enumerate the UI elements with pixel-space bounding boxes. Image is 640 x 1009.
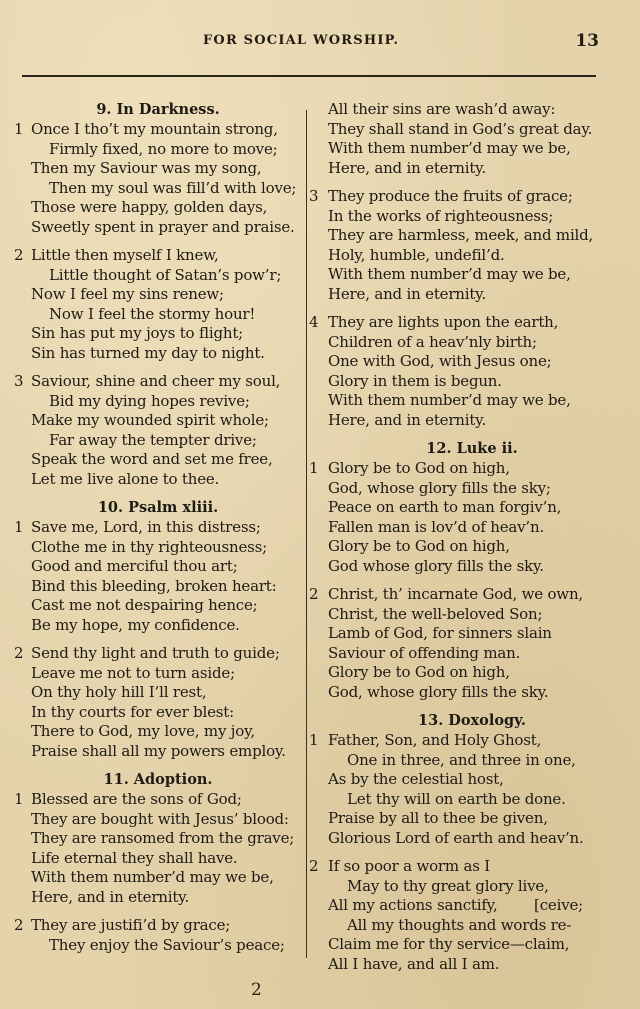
page-number: 13 <box>575 31 599 51</box>
stanza <box>10 916 306 955</box>
verse-number: 4 <box>309 313 319 331</box>
verse-line: With them number’d may we be, <box>31 868 274 886</box>
hymn-title: 13. Doxology. <box>418 712 526 729</box>
stanza <box>10 644 306 761</box>
stanza <box>10 246 306 363</box>
verse-number: 2 <box>14 246 24 264</box>
verse-line: Blessed are the sons of God; <box>31 790 242 808</box>
verse-line: One with God, with Jesus one; <box>328 352 552 370</box>
verse-line: Bind this bleeding, broken heart: <box>31 576 277 595</box>
verse-number: 1 <box>14 790 24 808</box>
verse-line: Praise shall all my powers employ. <box>31 741 286 760</box>
verse-line: Once I tho’t my mountain strong, <box>31 120 278 138</box>
verse-line: Glorious Lord of earth and heav’n. <box>328 828 584 847</box>
verse-line: Sin has turned my day to night. <box>31 343 265 362</box>
verse-line: Good and merciful thou art; <box>31 557 238 575</box>
verse-line: Clothe me in thy righteousness; <box>31 537 267 556</box>
verse-line: Christ, th’ incarnate God, we own, <box>328 585 583 603</box>
verse-line: God, whose glory fills the sky. <box>328 682 549 701</box>
hymn-title: 12. Luke ii. <box>426 440 518 457</box>
verse-number: 2 <box>309 857 319 875</box>
verse-line: God, whose glory fills the sky; <box>328 478 551 497</box>
verse-number: 2 <box>14 644 24 662</box>
verse-line: Firmly fixed, no more to move; <box>49 139 278 158</box>
verse-line: Glory in them is begun. <box>328 371 502 390</box>
verse-line: One in three, and three in one, <box>347 750 576 769</box>
verse-line: Lamb of God, for sinners slain <box>328 624 552 642</box>
hymn-11 <box>10 770 306 955</box>
verse-line: With them number’d may we be, <box>328 265 571 283</box>
stanza <box>309 585 622 702</box>
verse-line: Praise by all to thee be given, <box>328 809 548 827</box>
verse-line: In the works of righteousness; <box>328 206 554 225</box>
verse-line: With them number’d may we be, <box>328 139 571 157</box>
verse-line: Then my Saviour was my song, <box>31 159 262 177</box>
verse-line: Save me, Lord, in this distress; <box>31 518 261 536</box>
verse-line: Bid my dying hopes revive; <box>49 391 250 410</box>
verse-line: Cast me not despairing hence; <box>31 596 258 614</box>
stanza <box>10 790 306 907</box>
verse-line: They are justifi’d by grace; <box>31 916 231 934</box>
verse-line: Let thy will on earth be done. <box>347 789 566 808</box>
hymn-11-continued <box>309 100 622 430</box>
hymn-title: 11. Adoption. <box>103 771 213 788</box>
verse-line: Glory be to God on high, <box>328 459 510 477</box>
stanza <box>10 120 306 237</box>
running-title: FOR SOCIAL WORSHIP. <box>203 33 400 48</box>
hymn-9 <box>10 100 306 489</box>
verse-line: Peace on earth to man forgiv’n, <box>328 498 562 516</box>
verse-line: Life eternal they shall have. <box>31 848 238 867</box>
verse-line: Make my wounded spirit whole; <box>31 411 269 429</box>
verse-line: Far away the tempter drive; <box>49 430 257 449</box>
verse-line: If so poor a worm as I <box>328 857 491 875</box>
verse-line: They enjoy the Saviour’s peace; <box>49 935 285 954</box>
verse-line: Speak the word and set me free, <box>31 450 273 468</box>
verse-line: Little then myself I knew, <box>31 246 219 264</box>
verse-number: 1 <box>14 120 24 138</box>
stanza <box>10 518 306 635</box>
hymn-13 <box>309 711 622 974</box>
verse-line: Father, Son, and Holy Ghost, <box>328 731 542 749</box>
verse-line: Leave me not to turn aside; <box>31 663 235 682</box>
verse-line: As by the celestial host, <box>328 770 504 788</box>
verse-number: 1 <box>309 459 319 477</box>
verse-line: All my actions sanctify, [ceive; <box>328 896 583 914</box>
hymn-title: 10. Psalm xliii. <box>97 499 219 516</box>
hymn-10 <box>10 498 306 761</box>
verse-line: Here, and in eternity. <box>328 158 487 177</box>
header-rule <box>22 75 596 77</box>
verse-line: May to thy great glory live, <box>347 876 549 895</box>
verse-line: Children of a heav’nly birth; <box>328 332 537 351</box>
verse-line: Be my hope, my confidence. <box>31 615 240 634</box>
stanza <box>10 372 306 489</box>
stanza <box>309 857 622 974</box>
verse-line: God whose glory fills the sky. <box>328 556 544 575</box>
verse-line: They are bought with Jesus’ blood: <box>31 809 289 828</box>
verse-line: They produce the fruits of grace; <box>328 187 573 205</box>
stanza <box>322 100 622 178</box>
hymn-title: 9. In Darkness. <box>96 101 220 118</box>
verse-line: Saviour, shine and cheer my soul, <box>31 372 281 390</box>
verse-line: Here, and in eternity. <box>31 887 190 906</box>
running-head <box>0 33 640 55</box>
verse-line: They are lights upon the earth, <box>328 313 559 331</box>
verse-line: They are ransomed from the grave; <box>31 829 295 847</box>
verse-line: On thy holy hill I’ll rest, <box>31 683 207 701</box>
verse-line: Saviour of offending man. <box>328 643 521 662</box>
verse-line: Here, and in eternity. <box>328 284 487 303</box>
stanza <box>309 459 622 576</box>
signature-mark: 2 <box>251 980 262 1000</box>
verse-number: 2 <box>14 916 24 934</box>
verse-line: Fallen man is lov’d of heav’n. <box>328 517 545 536</box>
verse-line: They shall stand in God’s great day. <box>328 119 593 138</box>
verse-line: Now I feel the stormy hour! <box>49 304 256 323</box>
column-divider <box>306 110 307 958</box>
verse-line: Little thought of Satan’s pow’r; <box>49 265 282 284</box>
verse-line: Sweetly spent in prayer and praise. <box>31 217 295 236</box>
verse-line: All I have, and all I am. <box>328 954 500 973</box>
left-column <box>10 100 306 964</box>
verse-line: Sin has put my joys to flight; <box>31 324 244 342</box>
hymn-12 <box>309 439 622 702</box>
verse-line: Here, and in eternity. <box>328 410 487 429</box>
verse-line: Glory be to God on high, <box>328 537 510 555</box>
verse-line: Glory be to God on high, <box>328 663 510 681</box>
verse-line: Now I feel my sins renew; <box>31 285 224 303</box>
verse-line: Holy, humble, undefil’d. <box>328 245 505 264</box>
stanza <box>309 313 622 430</box>
verse-line: Claim me for thy service—claim, <box>328 935 570 953</box>
verse-line: They are harmless, meek, and mild, <box>328 226 594 244</box>
verse-line: Send thy light and truth to guide; <box>31 644 280 662</box>
verse-number: 3 <box>14 372 24 390</box>
verse-number: 1 <box>14 518 24 536</box>
verse-line: Christ, the well-beloved Son; <box>328 604 543 623</box>
verse-number: 1 <box>309 731 319 749</box>
stanza <box>309 731 622 848</box>
verse-line: In thy courts for ever blest: <box>31 702 234 721</box>
verse-number: 2 <box>309 585 319 603</box>
verse-line: All my thoughts and words re- <box>347 915 572 934</box>
verse-line: Let me live alone to thee. <box>31 469 220 488</box>
verse-line: Then my soul was fill’d with love; <box>49 178 297 197</box>
right-column <box>309 100 622 983</box>
verse-line: There to God, my love, my joy, <box>31 722 255 740</box>
verse-number: 3 <box>309 187 319 205</box>
verse-line: All their sins are wash’d away: <box>328 100 556 118</box>
verse-line: With them number’d may we be, <box>328 391 571 409</box>
stanza <box>309 187 622 304</box>
verse-line: Those were happy, golden days, <box>31 198 268 216</box>
